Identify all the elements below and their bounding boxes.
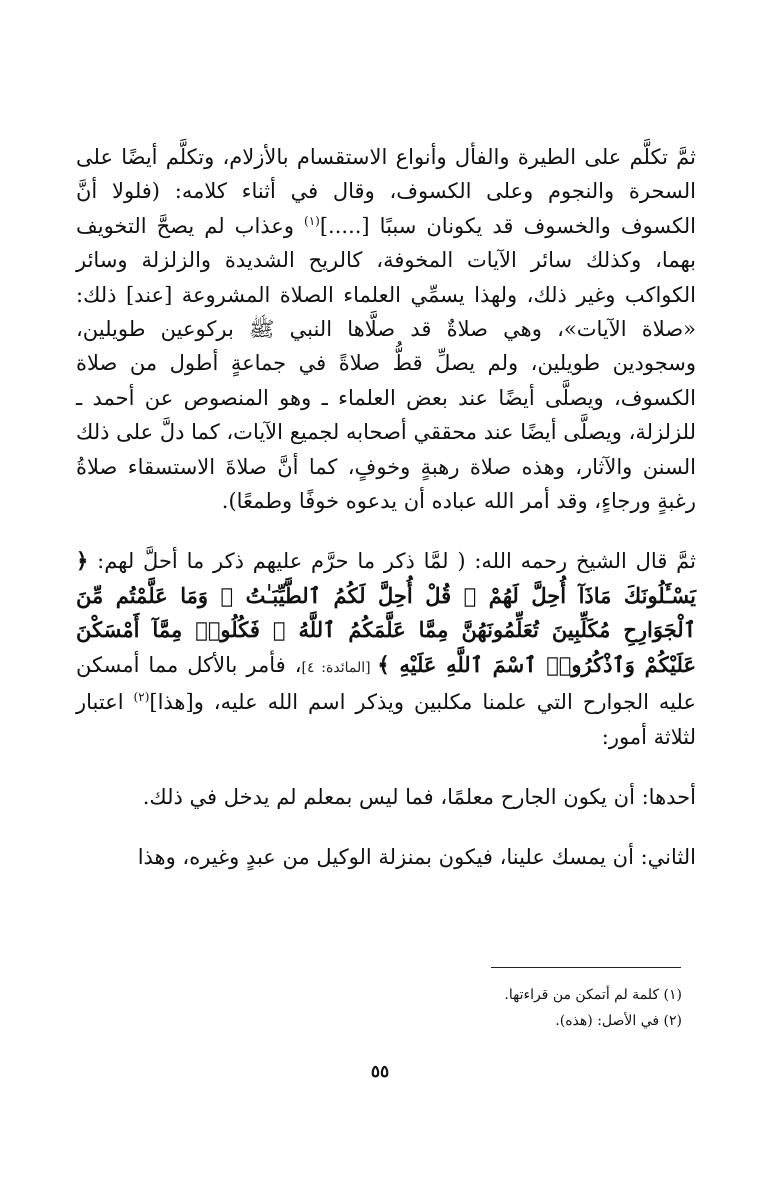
paragraph-text-continued: وعذاب لم يصحَّ التخويف بهما، وكذلك سائر الآيات المخوفة، كالريح الشديدة والزلزلة وسائر الكواكب وغير ذلك، ولهذا يسمِّي العلماء الصلاة المشروعة [عند] ذلك: «صلاة الآيات»، وهي صلاةٌ قد صلَّاها النبي ﷺ بركوعين طويلين، وسجودين طويلين، ولم يصلِّ قطُّ صلاةً في جماعةٍ أطول من صلاة الكسوف، ويصلَّى أيضًا عند بعض العلماء ـ وهو المنصوص عن أحمد ـ للزلزلة، ويصلَّى أيضًا عند محققي أصحابه لجميع الآيات، كما دلَّ على ذلك السنن والآثار، وهذه صلاة رهبةٍ وخوفٍ، كما أنَّ صلاةَ الاستسقاء صلاةُ رغبةٍ ورجاءٍ، وقد أمر الله عباده أن يدعوه خوفًا وطمعًا). xyxy=(76,213,696,514)
page-number: ٥٥ xyxy=(370,1062,390,1082)
footnotes xyxy=(382,982,682,1034)
footnote-marker-1: (١) xyxy=(304,213,320,228)
paragraph-text: ثمَّ تكلَّم على الطيرة والفأل وأنواع الاستقسام بالأزلام، وتكلَّم أيضًا على السحرة والنجوم وعلى الكسوف، وقال في أثناء كلامه: (فلولا أنَّ الكسوف والخسوف قد يكونان سببًا [.....] xyxy=(76,145,697,238)
footnote-marker-2: (٢) xyxy=(133,690,150,705)
verse-reference: [المائدة: ٤] xyxy=(301,659,378,676)
paragraph-first-condition: أحدها: أن يكون الجارح معلمًا، فما ليس بمعلم لم يدخل في ذلك. xyxy=(142,784,696,809)
page-body xyxy=(76,140,696,875)
footnote-2: (٢) في الأصل: (هذه). xyxy=(555,1013,682,1029)
footnote-1: (١) كلمة لم أتمكن من قراءتها. xyxy=(504,987,682,1003)
paragraph-hunting xyxy=(76,544,696,753)
paragraph-eclipse xyxy=(76,140,696,518)
paragraph-intro: ثمَّ قال الشيخ رحمه الله: ( لمَّا ذكر ما حرَّم عليهم ذكر ما أحلَّ لهم: xyxy=(88,549,696,574)
footnote-separator xyxy=(491,967,681,968)
quran-verse: ﴿ يَسْـَٔلُونَكَ مَاذَآ أُحِلَّ لَهُمْ ۖ قُلْ أُحِلَّ لَكُمُ ٱلطَّيِّبَـٰتُ ۙ وَمَا عَلَّمْتُم مِّنَ ٱلْجَوَارِحِ مُكَلِّبِينَ تُعَلِّمُونَهُنَّ مِمَّا عَلَّمَكُمُ ٱللَّهُ ۖ فَكُلُوا۟ مِمَّآ أَمْسَكْنَ عَلَيْكُمْ وَٱذْكُرُوا۟ ٱسْمَ ٱللَّهِ عَلَيْهِ ﴾ xyxy=(76,548,696,677)
paragraph-text-continued: ، فأمر بالأكل مما أمسكن عليه الجوارح التي علمنا مكلبين ويذكر اسم الله عليه، و[هذا] xyxy=(76,652,696,715)
paragraph-second-condition: الثاني: أن يمسك علينا، فيكون بمنزلة الوكيل من عبدٍ وغيره، وهذا xyxy=(137,845,696,870)
paragraph-end: اعتبار لثلاثة أمور: xyxy=(76,690,696,749)
